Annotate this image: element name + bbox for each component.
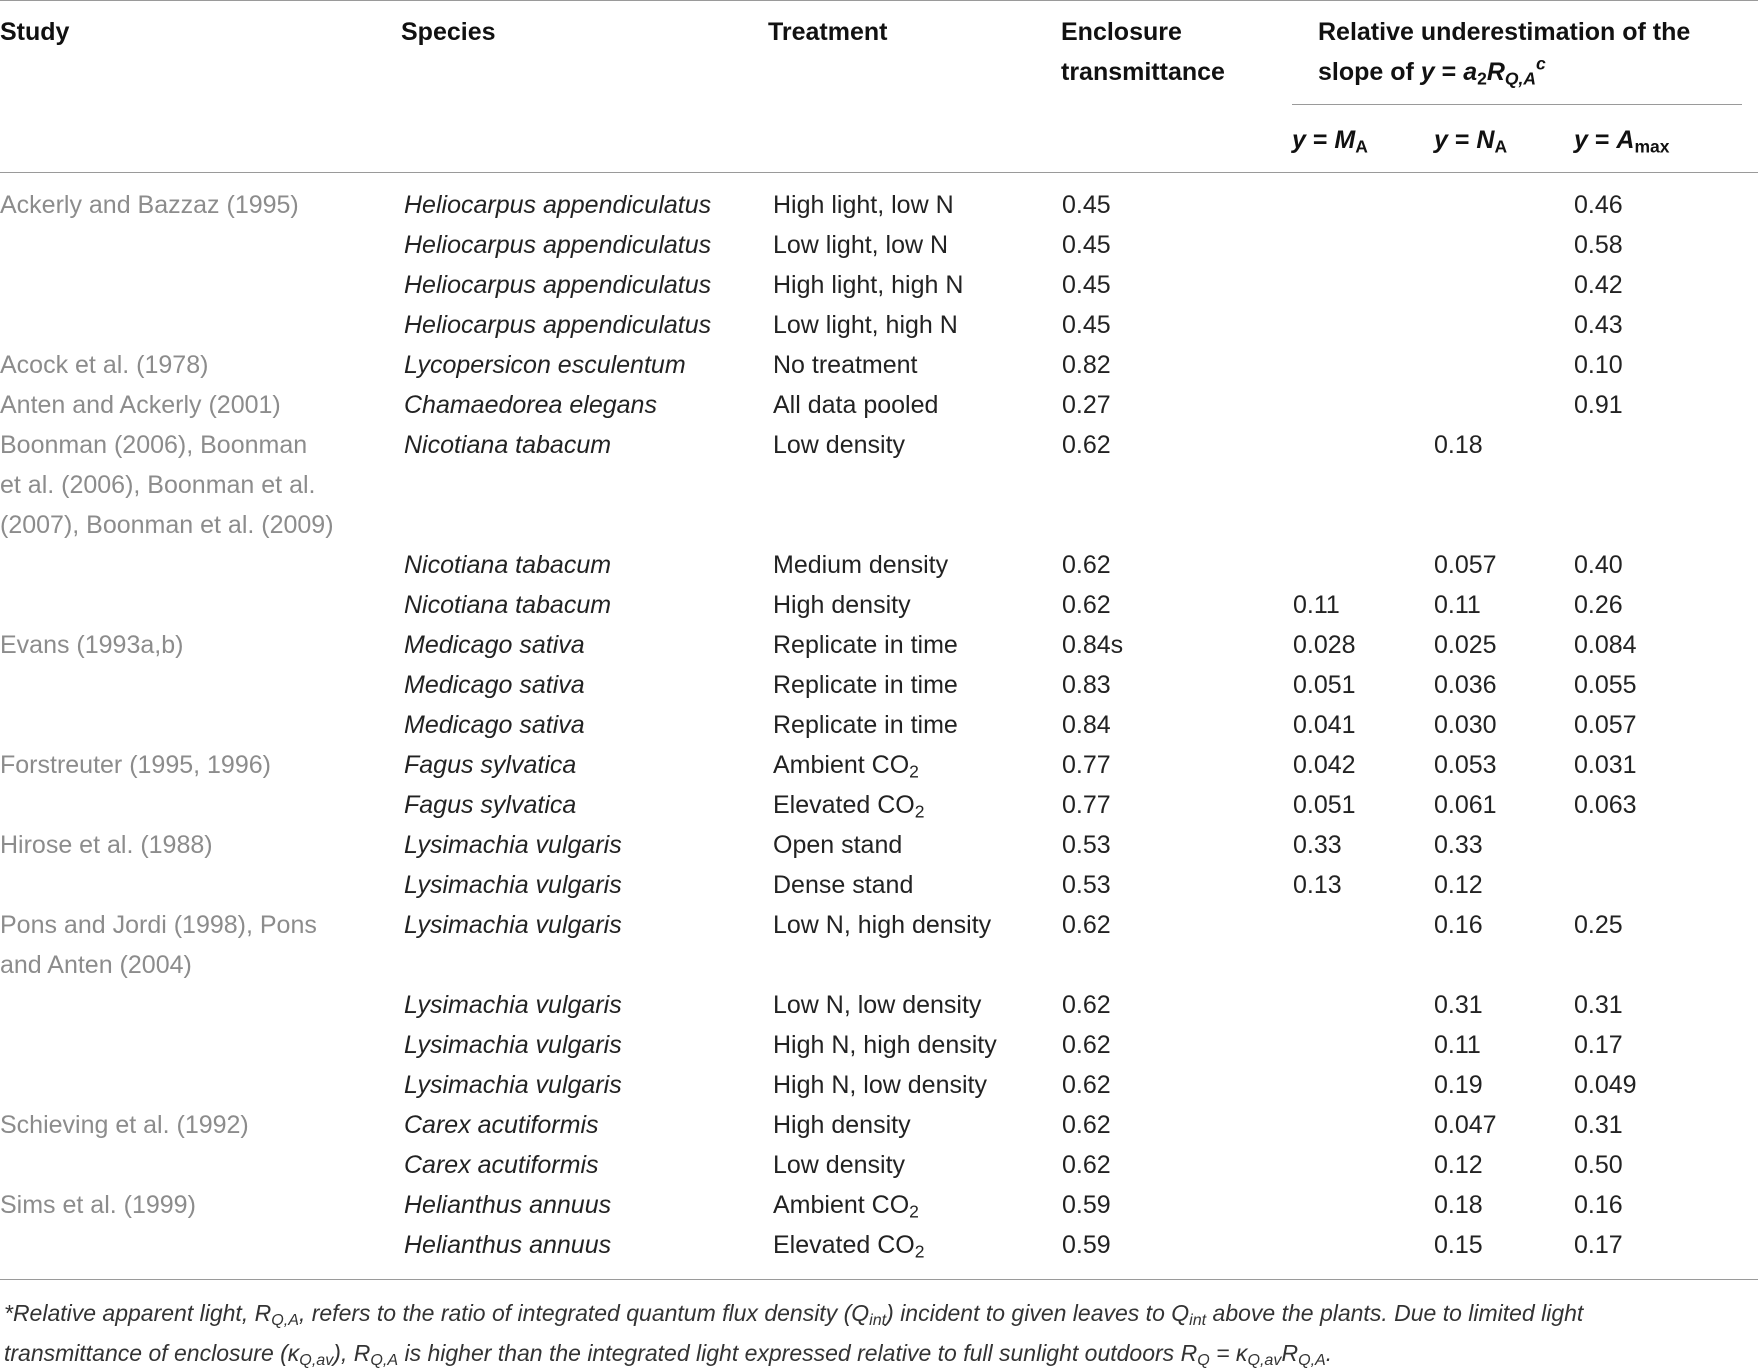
treatment-cell [773,665,958,705]
amax-cell: 0.25 [1574,911,1623,939]
treatment-text: Low light, low N [773,231,949,259]
enclosure-cell: 0.59 [1062,1231,1111,1259]
header-subgroup-rule [1292,104,1742,105]
header-relative-line2: slope of $y = a_2R_{Q,A}^c$ [1318,53,1546,89]
amax-cell: 0.31 [1574,1111,1623,1139]
amax-cell: 0.031 [1574,751,1637,779]
enclosure-cell: 0.27 [1062,391,1111,419]
enclosure-cell: 0.62 [1062,1031,1111,1059]
treatment-cell [773,345,918,385]
treatment-text: Low density [773,1151,906,1179]
species-cell: Lysimachia vulgaris [404,911,622,939]
header-study: Study [0,18,70,46]
treatment-cell [773,865,913,905]
treatment-text: Elevated CO [773,1231,915,1259]
ma-cell: 0.051 [1293,671,1356,699]
species-cell: Nicotiana tabacum [404,591,612,619]
enclosure-cell: 0.77 [1062,791,1111,819]
na-cell: 0.036 [1434,671,1497,699]
enclosure-cell: 0.83 [1062,671,1111,699]
treatment-cell [773,705,958,745]
header-treatment: Treatment [768,18,888,46]
header-col-ma: $y = M_A$ [1292,126,1368,157]
treatment-cell [773,745,919,785]
table-top-rule [0,0,1758,1]
study-cell: Evans (1993a,b) [0,631,184,659]
ma-cell: 0.13 [1293,871,1342,899]
treatment-cell [773,265,963,305]
species-cell: Lycopersicon esculentum [404,351,686,379]
amax-cell: 0.91 [1574,391,1623,419]
enclosure-cell: 0.45 [1062,271,1111,299]
amax-cell: 0.58 [1574,231,1623,259]
study-cell: Hirose et al. (1988) [0,831,213,859]
treatment-cell [773,1185,919,1225]
treatment-cell [773,1065,987,1105]
treatment-text: High N, high density [773,1031,997,1059]
na-cell: 0.12 [1434,1151,1483,1179]
treatment-cell [773,785,924,825]
na-cell: 0.047 [1434,1111,1497,1139]
species-cell: Lysimachia vulgaris [404,1031,622,1059]
amax-cell: 0.057 [1574,711,1637,739]
amax-cell: 0.46 [1574,191,1623,219]
header-enclosure-line2: transmittance [1061,58,1225,86]
treatment-text: Open stand [773,831,903,859]
study-cell: et al. (2006), Boonman et al. [0,471,316,499]
species-cell: Lysimachia vulgaris [404,991,622,1019]
header-bottom-rule [0,172,1758,173]
species-cell: Nicotiana tabacum [404,551,612,579]
species-cell: Heliocarpus appendiculatus [404,311,712,339]
amax-cell: 0.063 [1574,791,1637,819]
species-cell: Carex acutiformis [404,1111,599,1139]
na-cell: 0.061 [1434,791,1497,819]
na-cell: 0.053 [1434,751,1497,779]
species-cell: Helianthus annuus [404,1231,612,1259]
treatment-cell [773,985,981,1025]
enclosure-cell: 0.82 [1062,351,1111,379]
species-cell: Chamaedorea elegans [404,391,657,419]
ma-cell: 0.028 [1293,631,1356,659]
treatment-text: Dense stand [773,871,914,899]
enclosure-cell: 0.62 [1062,911,1111,939]
treatment-cell [773,1145,905,1185]
enclosure-cell: 0.45 [1062,191,1111,219]
treatment-subscript: 2 [914,1241,925,1262]
treatment-text: Low N, high density [773,911,992,939]
na-cell: 0.025 [1434,631,1497,659]
amax-cell: 0.16 [1574,1191,1623,1219]
species-cell: Heliocarpus appendiculatus [404,231,712,259]
study-cell: Forstreuter (1995, 1996) [0,751,271,779]
species-cell: Heliocarpus appendiculatus [404,271,712,299]
header-enclosure-line1: Enclosure [1061,18,1182,46]
treatment-text: High density [773,1111,911,1139]
treatment-text: Low light, high N [773,311,958,339]
species-cell: Nicotiana tabacum [404,431,612,459]
enclosure-cell: 0.62 [1062,431,1111,459]
na-cell: 0.057 [1434,551,1497,579]
header-relative-line1: Relative underestimation of the [1318,18,1691,46]
amax-cell: 0.43 [1574,311,1623,339]
ma-cell: 0.051 [1293,791,1356,819]
amax-cell: 0.17 [1574,1031,1623,1059]
species-cell: Carex acutiformis [404,1151,599,1179]
species-cell: Helianthus annuus [404,1191,612,1219]
treatment-cell [773,225,948,265]
amax-cell: 0.10 [1574,351,1623,379]
species-cell: Medicago sativa [404,711,585,739]
treatment-text: Low N, low density [773,991,982,1019]
enclosure-cell: 0.45 [1062,231,1111,259]
enclosure-cell: 0.62 [1062,1071,1111,1099]
study-cell: Anten and Ackerly (2001) [0,391,281,419]
na-cell: 0.31 [1434,991,1483,1019]
treatment-cell [773,545,948,585]
enclosure-cell: 0.62 [1062,991,1111,1019]
enclosure-cell: 0.45 [1062,311,1111,339]
na-cell: 0.030 [1434,711,1497,739]
species-cell: Fagus sylvatica [404,751,577,779]
species-cell: Lysimachia vulgaris [404,831,622,859]
treatment-cell [773,825,902,865]
species-cell: Lysimachia vulgaris [404,871,622,899]
enclosure-cell: 0.62 [1062,551,1111,579]
species-cell: Medicago sativa [404,631,585,659]
enclosure-cell: 0.62 [1062,1151,1111,1179]
enclosure-cell: 0.59 [1062,1191,1111,1219]
treatment-cell [773,385,938,425]
na-cell: 0.16 [1434,911,1483,939]
study-cell: Sims et al. (1999) [0,1191,196,1219]
amax-cell: 0.42 [1574,271,1623,299]
na-cell: 0.19 [1434,1071,1483,1099]
enclosure-cell: 0.53 [1062,871,1111,899]
study-cell: (2007), Boonman et al. (2009) [0,511,334,539]
na-cell: 0.33 [1434,831,1483,859]
treatment-cell [773,1225,924,1265]
treatment-cell [773,1025,997,1065]
amax-cell: 0.26 [1574,591,1623,619]
na-cell: 0.11 [1434,1031,1481,1059]
study-cell: Pons and Jordi (1998), Pons [0,911,317,939]
na-cell: 0.11 [1434,591,1481,619]
species-cell: Lysimachia vulgaris [404,1071,622,1099]
species-cell: Fagus sylvatica [404,791,577,819]
treatment-cell [773,585,911,625]
treatment-text: High N, low density [773,1071,987,1099]
enclosure-cell: 0.62 [1062,591,1111,619]
amax-cell: 0.055 [1574,671,1637,699]
header-col-amax: $y = A_{max}$ [1574,126,1670,157]
treatment-text: Replicate in time [773,671,958,699]
treatment-text: High light, high N [773,271,964,299]
study-cell: and Anten (2004) [0,951,192,979]
treatment-cell [773,1105,911,1145]
treatment-cell [773,305,958,345]
footnote-line2: transmittance of enclosure $(\kappa_{Q,av})$, $R_{Q,A}$ is higher than the integrated light expressed relative to full sunlight outdoors $R_Q = \kappa_{Q,av}R_{Q,A}$. [4,1340,1333,1370]
treatment-cell [773,185,954,225]
study-cell: Ackerly and Bazzaz (1995) [0,191,299,219]
treatment-text: Ambient CO [773,751,910,779]
species-cell: Medicago sativa [404,671,585,699]
treatment-text: Ambient CO [773,1191,910,1219]
treatment-text: High density [773,591,911,619]
treatment-text: High light, low N [773,191,954,219]
na-cell: 0.18 [1434,1191,1483,1219]
amax-cell: 0.049 [1574,1071,1637,1099]
amax-cell: 0.17 [1574,1231,1623,1259]
na-cell: 0.18 [1434,431,1483,459]
treatment-text: Low density [773,431,906,459]
species-cell: Heliocarpus appendiculatus [404,191,712,219]
treatment-text: Elevated CO [773,791,915,819]
treatment-cell [773,625,958,665]
enclosure-cell: 0.77 [1062,751,1111,779]
treatment-subscript: 2 [909,761,919,782]
treatment-text: No treatment [773,351,918,379]
enclosure-cell: 0.62 [1062,1111,1111,1139]
treatment-text: Replicate in time [773,711,958,739]
treatment-text: All data pooled [773,391,939,419]
study-cell: Boonman (2006), Boonman [0,431,308,459]
treatment-subscript: 2 [914,801,925,822]
ma-cell: 0.33 [1293,831,1342,859]
treatment-text: Replicate in time [773,631,958,659]
table-bottom-rule [0,1279,1758,1280]
header-species: Species [401,18,496,46]
study-cell: Acock et al. (1978) [0,351,209,379]
enclosure-cell: 0.53 [1062,831,1111,859]
ma-cell: 0.042 [1293,751,1356,779]
treatment-subscript: 2 [909,1201,919,1222]
enclosure-cell: 0.84s [1062,631,1124,659]
amax-cell: 0.40 [1574,551,1623,579]
na-cell: 0.15 [1434,1231,1483,1259]
amax-cell: 0.31 [1574,991,1623,1019]
treatment-text: Medium density [773,551,949,579]
header-col-na: $y = N_A$ [1434,126,1508,157]
enclosure-cell: 0.84 [1062,711,1111,739]
treatment-cell [773,425,905,465]
treatment-cell [773,905,991,945]
na-cell: 0.12 [1434,871,1483,899]
study-cell: Schieving et al. (1992) [0,1111,249,1139]
ma-cell: 0.11 [1293,591,1340,619]
ma-cell: 0.041 [1293,711,1356,739]
amax-cell: 0.50 [1574,1151,1623,1179]
amax-cell: 0.084 [1574,631,1637,659]
footnote-line1: *Relative apparent light, $R_{Q,A}$, refers to the ratio of integrated quantum flux density $(Q_{int})$ incident to given leaves to $Q_{int}$ above the plants. Due to limited light [4,1300,1584,1330]
